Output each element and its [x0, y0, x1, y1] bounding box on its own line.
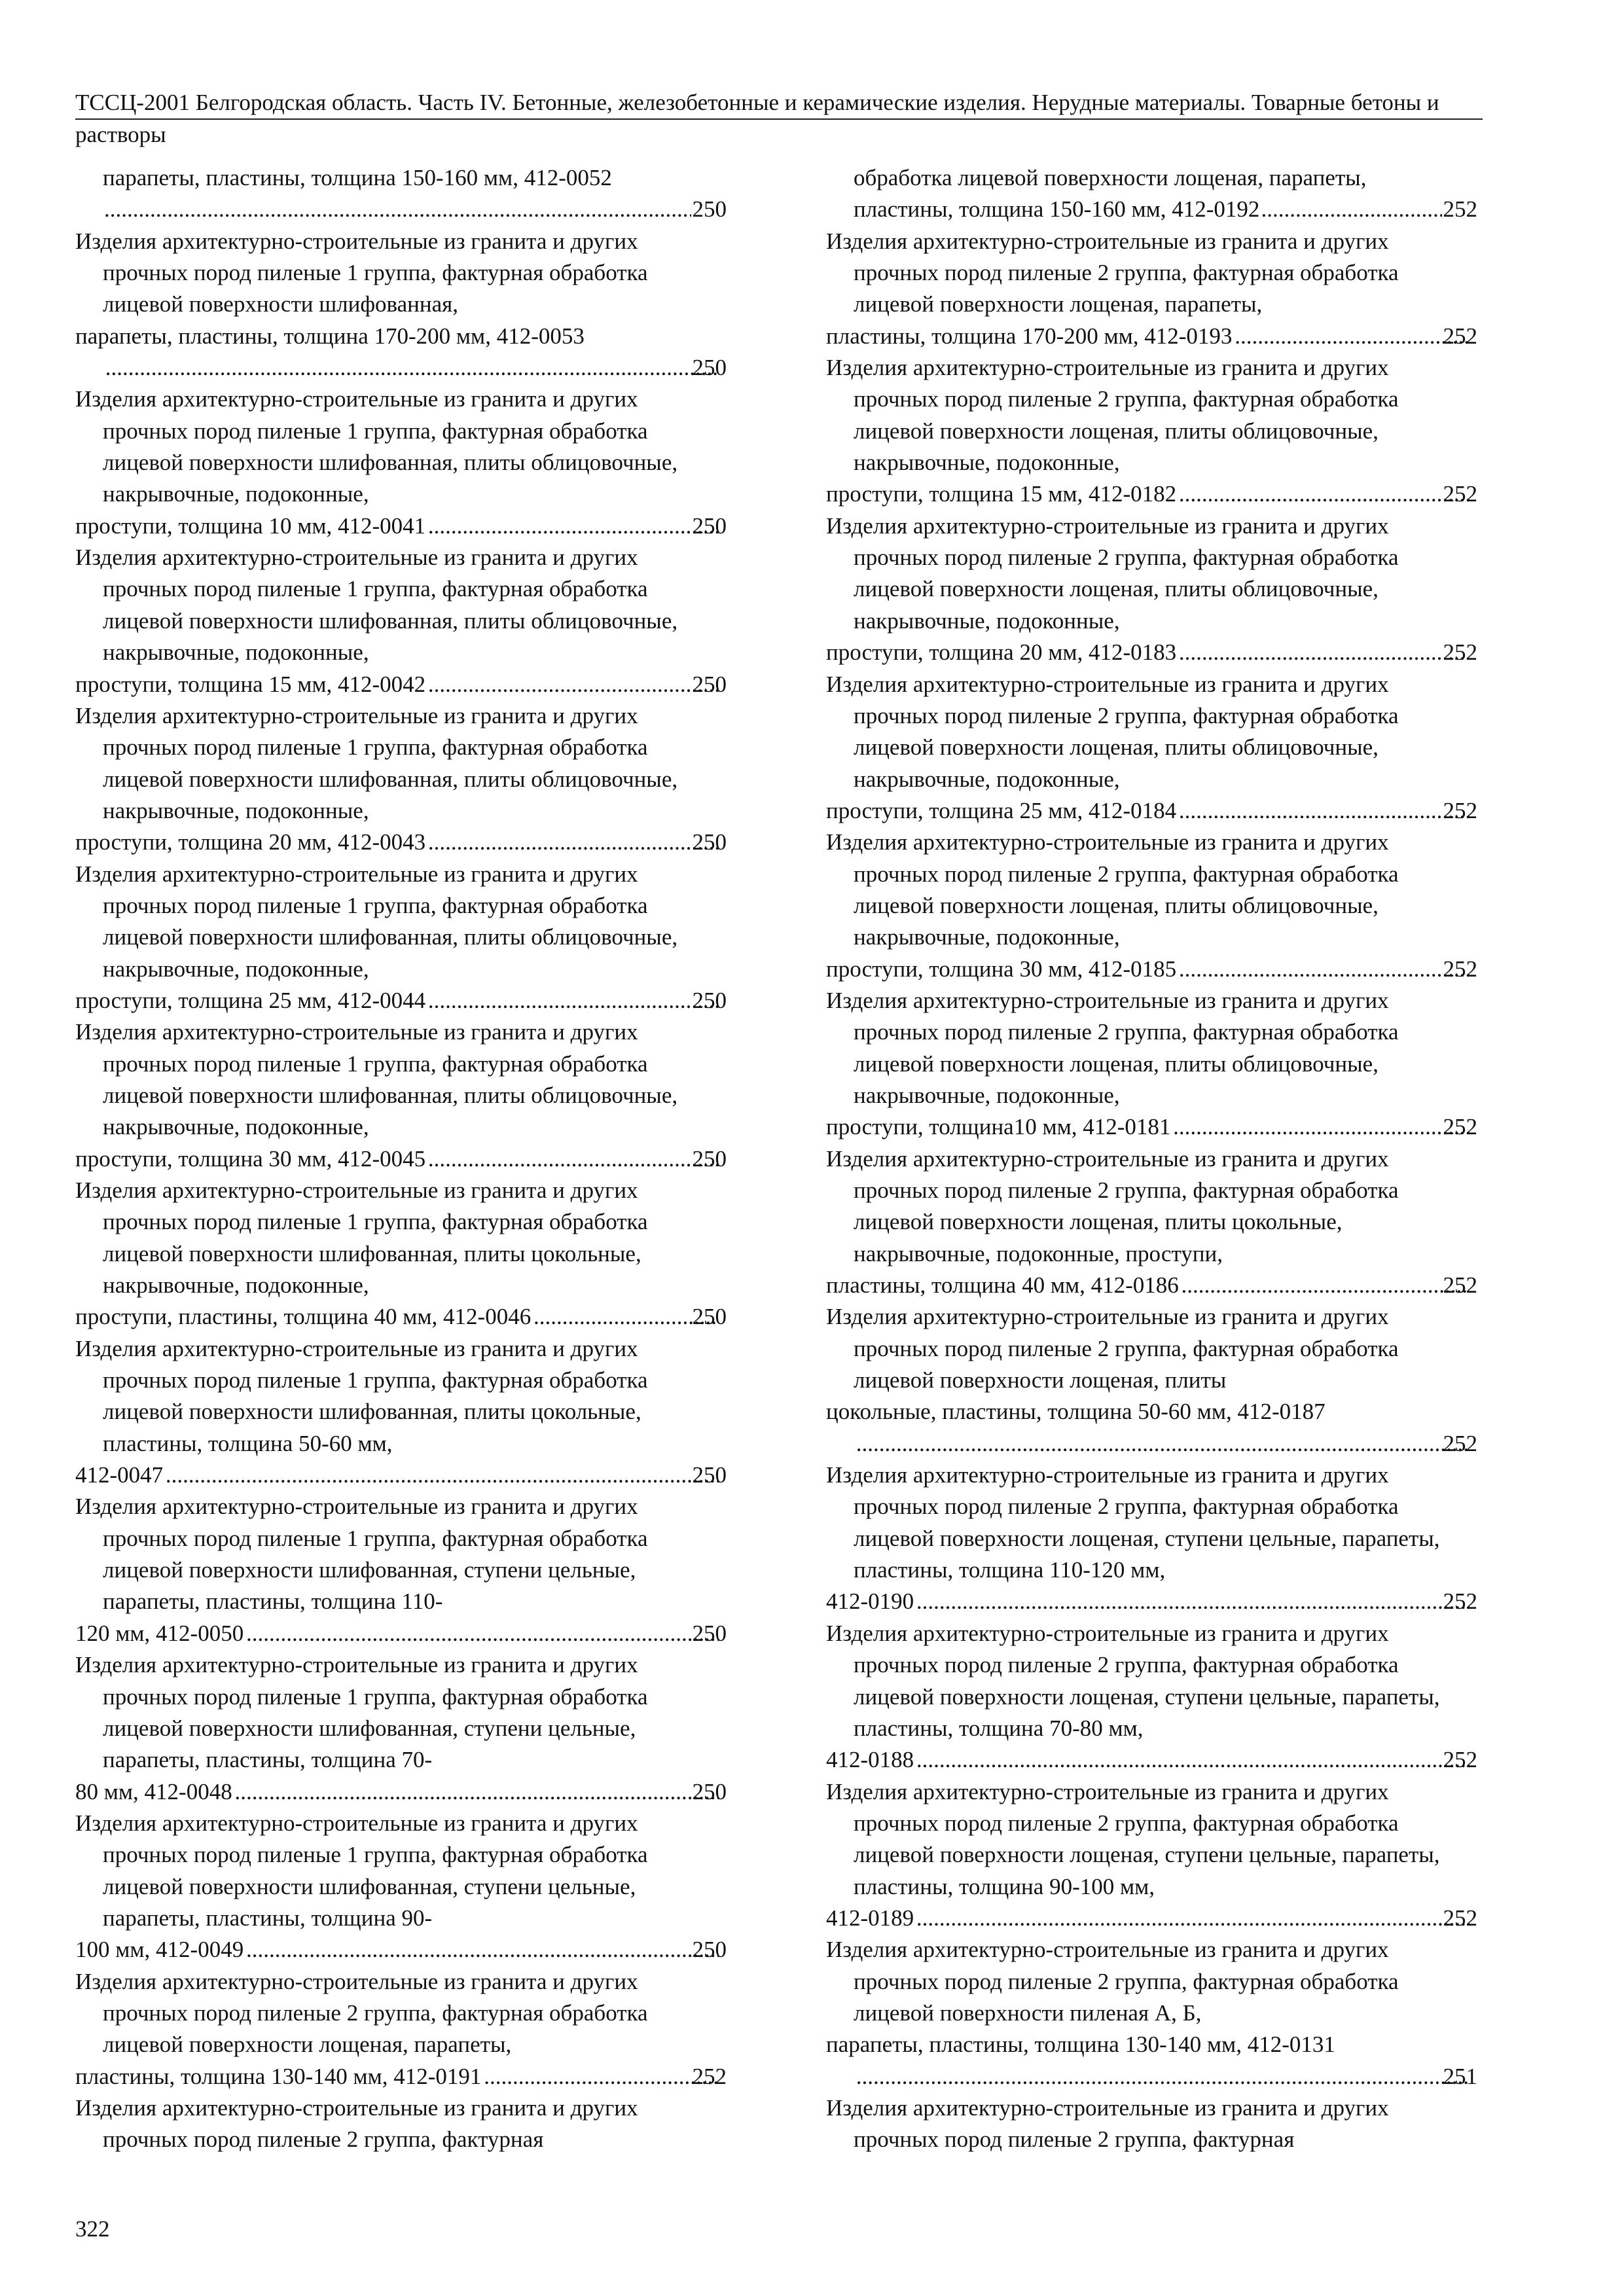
entry-page-ref: 252 — [1443, 1905, 1477, 1931]
index-entry — [75, 859, 727, 1017]
index-entry — [75, 384, 727, 542]
dot-leader — [1261, 194, 1441, 225]
dot-leader — [915, 1903, 1469, 1934]
entry-text: Изделия архитектурно-строительные из гранита и других прочных пород пиленые 2 группа, фактурная обработка лицевой поверхности лощеная, плиты облицовочные, накрывочные, подоконные, — [826, 355, 1399, 476]
index-entry — [826, 511, 1477, 669]
index-entry — [75, 700, 727, 859]
dot-leader — [427, 985, 718, 1016]
dot-leader — [1172, 1111, 1469, 1143]
entry-text: Изделия архитектурно-строительные из гранита и других прочных пород пиленые 2 группа, фактурная обработка лицевой поверхности пиленая А, Б, — [826, 1937, 1399, 2026]
dot-leader — [855, 2061, 1470, 2092]
index-entry — [826, 985, 1477, 1143]
entry-text: Изделия архитектурно-строительные из гранита и других прочных пород пиленые 2 группа, фактурная обработка лицевой поверхности лощеная, ступени цельные, парапеты, пластины, толщина 90-100 мм, — [826, 1778, 1440, 1899]
dot-leader — [164, 1460, 718, 1491]
dot-leader — [234, 1776, 719, 1808]
entry-leader-line — [826, 321, 1477, 352]
entry-leader-line — [75, 985, 727, 1016]
entry-page-ref: 252 — [1443, 1430, 1477, 1456]
dot-leader — [245, 1618, 718, 1649]
entry-text: обработка лицевой поверхности лощеная, парапеты, — [854, 165, 1367, 190]
entry-text: Изделия архитектурно-строительные из гранита и других прочных пород пиленые 1 группа, фактурная обработка лицевой поверхности шлифованная, ступени цельные, парапеты, пластины, толщина 90- — [75, 1810, 648, 1931]
index-entry — [75, 1491, 727, 1649]
entry-text-tail: проступи, толщина 25 мм, 412-0184 — [826, 797, 1177, 823]
dot-leader — [1233, 321, 1469, 352]
entry-text-tail: 80 мм, 412-0048 — [75, 1778, 232, 1804]
dot-leader — [427, 1143, 718, 1175]
entry-text: Изделия архитектурно-строительные из гранита и других прочных пород пиленые 2 группа, фактурная обработка лицевой поверхности лощеная, парапеты, — [826, 228, 1399, 317]
entry-text: Изделия архитектурно-строительные из гранита и других прочных пород пиленые 2 группа, фактурная обработка лицевой поверхности лощеная, плиты облицовочные, накрывочные, подоконные, — [826, 512, 1399, 634]
entry-text-tail: проступи, толщина 30 мм, 412-0045 — [75, 1145, 426, 1172]
entry-page-ref: 250 — [692, 1304, 727, 1330]
dot-leader — [1178, 795, 1469, 827]
index-entry — [75, 542, 727, 700]
index-entry — [75, 1016, 727, 1175]
entry-text-tail: пластины, толщина 150-160 мм, 412-0192 — [854, 196, 1260, 223]
index-entry — [826, 669, 1477, 827]
entry-text-tail: проступи, толщина 15 мм, 412-0182 — [826, 481, 1177, 507]
entry-page-ref: 250 — [692, 196, 727, 223]
entry-text: Изделия архитектурно-строительные из гранита и других прочных пород пиленые 1 группа, фактурная обработка лицевой поверхности шлифованная, ступени цельные, парапеты, пластины, толщина 70- — [75, 1652, 648, 1773]
index-entry — [75, 162, 727, 226]
index-entry — [75, 226, 727, 384]
dot-leader — [1178, 954, 1469, 985]
entry-text: Изделия архитектурно-строительные из гранита и других прочных пород пиленые 1 группа, фактурная обработка лицевой поверхности шлифованная, ступени цельные, парапеты, пластины, толщина 110- — [75, 1494, 648, 1615]
entry-text: Изделия архитектурно-строительные из гранита и других прочных пород пиленые 2 группа, фактурная обработка лицевой поверхности лощеная, парапеты, — [75, 1968, 648, 2058]
entry-text: Изделия архитектурно-строительные из гранита и других прочных пород пиленые 2 группа, фактурная обработка лицевой поверхности лощеная, ступени цельные, парапеты, пластины, толщина 70-80 мм, — [826, 1620, 1440, 1741]
entry-page-ref: 252 — [1443, 956, 1477, 982]
index-entry — [826, 827, 1477, 985]
entry-leader-line — [854, 1428, 1477, 1460]
entry-leader-line — [75, 1301, 727, 1333]
entry-leader-line — [826, 1903, 1477, 1934]
dot-leader — [427, 669, 718, 700]
entry-text: Изделия архитектурно-строительные из гранита и других прочных пород пиленые 1 группа, фактурная обработка лицевой поверхности шлифованная, плиты облицовочные, накрывочные, подоконные, — [75, 545, 678, 666]
entry-page-ref: 250 — [692, 355, 727, 381]
entry-page-ref: 250 — [692, 987, 727, 1013]
dot-leader — [915, 1744, 1469, 1776]
entry-leader-line — [75, 1934, 727, 1965]
entry-leader-line — [75, 1776, 727, 1808]
index-entry — [826, 1301, 1477, 1460]
index-entry — [826, 1143, 1477, 1302]
entry-text: Изделия архитектурно-строительные из гранита и других прочных пород пиленые 2 группа, фактурная обработка лицевой поверхности лощеная, плиты — [826, 1304, 1399, 1393]
entry-text: Изделия архитектурно-строительные из гранита и других прочных пород пиленые 1 группа, фактурная обработка лицевой поверхности шлифованная, плиты облицовочные, накрывочные, подоконные, — [75, 861, 678, 982]
entry-page-ref: 252 — [1443, 1747, 1477, 1773]
dot-leader — [245, 1934, 718, 1965]
entry-text-tail: проступи, толщина 20 мм, 412-0183 — [826, 639, 1177, 666]
entry-text-tail: пластины, толщина 130-140 мм, 412-0191 — [75, 2063, 482, 2089]
entry-text-tail: проступи, толщина 20 мм, 412-0043 — [75, 829, 426, 855]
entry-text: Изделия архитектурно-строительные из гранита и других прочных пород пиленые 1 группа, фактурная обработка лицевой поверхности шлифованная, плиты цокольные, накрывочные, подоконные, — [75, 1177, 648, 1299]
entry-text: Изделия архитектурно-строительные из гранита и других прочных пород пиленые 1 группа, фактурная обработка лицевой поверхности шлифованная, плиты облицовочные, накрывочные, подоконные, — [75, 1019, 678, 1140]
dot-leader — [104, 194, 691, 225]
index-column-left — [75, 162, 727, 2156]
dot-leader — [915, 1586, 1469, 1617]
dot-leader — [1178, 478, 1469, 510]
index-entry — [826, 1776, 1477, 1935]
entry-text-tail: проступи, толщина 15 мм, 412-0042 — [75, 671, 426, 697]
dot-leader — [532, 1301, 718, 1333]
entry-page-ref: 252 — [1443, 1588, 1477, 1615]
entry-text-tail: пластины, толщина 170-200 мм, 412-0193 — [826, 323, 1233, 349]
entry-text: Изделия архитектурно-строительные из гранита и других прочных пород пиленые 1 группа, фактурная обработка лицевой поверхности шлифованная, плиты облицовочные, накрывочные, подоконные, — [75, 386, 678, 507]
entry-text-tail: 100 мм, 412-0049 — [75, 1937, 244, 1963]
entry-leader-line — [826, 795, 1477, 827]
entry-page-ref: 250 — [692, 512, 727, 539]
entry-page-ref: 252 — [1443, 481, 1477, 507]
entry-text: Изделия архитектурно-строительные из гранита и других прочных пород пиленые 2 группа, фактурная обработка лицевой поверхности лощеная, плиты облицовочные, накрывочные, подоконные, — [826, 829, 1399, 950]
entry-leader-line — [103, 194, 727, 225]
entry-page-ref: 252 — [1443, 797, 1477, 823]
entry-page-ref: 251 — [1443, 2063, 1477, 2089]
entry-leader-line — [826, 478, 1477, 510]
index-entry — [75, 1808, 727, 1966]
entry-leader-line — [826, 1270, 1477, 1301]
index-entry — [826, 352, 1477, 511]
dot-leader — [427, 511, 718, 542]
entry-text-tail: 412-0188 — [826, 1747, 914, 1773]
entry-leader-line — [75, 1618, 727, 1649]
running-header: ТССЦ-2001 Белгородская область. Часть IV. Бетонные, железобетонные и керамические изделия. Нерудные материалы. Товарные бетоны и растворы — [75, 90, 1439, 147]
entry-text-tail: проступи, пластины, толщина 40 мм, 412-0046 — [75, 1304, 532, 1330]
entry-text: Изделия архитектурно-строительные из гранита и других прочных пород пиленые 1 группа, фактурная обработка лицевой поверхности шлифованная, плиты облицовочные, накрывочные, подоконные, — [75, 702, 678, 823]
dot-leader — [104, 352, 719, 384]
entry-text-tail: 412-0190 — [826, 1588, 914, 1615]
entry-page-ref: 250 — [692, 1937, 727, 1963]
index-entry — [826, 162, 1477, 226]
entry-text: Изделия архитектурно-строительные из гранита и других прочных пород пиленые 2 группа, фактурная обработка лицевой поверхности лощеная, ступени цельные, парапеты, пластины, толщина 110-120 мм, — [826, 1462, 1440, 1583]
entry-text-tail: цокольные, пластины, толщина 50-60 мм, 412-0187 — [826, 1399, 1326, 1425]
entry-page-ref: 252 — [1443, 323, 1477, 349]
entry-text-tail: парапеты, пластины, толщина 170-200 мм, 412-0053 — [75, 323, 585, 349]
dot-leader — [427, 827, 718, 858]
entry-leader-line — [75, 1143, 727, 1175]
header-rule — [75, 118, 1483, 120]
entry-text: Изделия архитектурно-строительные из гранита и других прочных пород пиленые 2 группа, фактурная — [75, 2094, 638, 2153]
entry-text: Изделия архитектурно-строительные из гранита и других прочных пород пиленые 1 группа, фактурная обработка лицевой поверхности шлифованная, плиты цокольные, пластины, толщина 50-60 мм, — [75, 1335, 648, 1456]
entry-leader-line — [826, 637, 1477, 668]
entry-leader-line — [75, 2061, 727, 2092]
entry-text: Изделия архитектурно-строительные из гранита и других прочных пород пиленые 2 группа, фактурная — [826, 2094, 1389, 2153]
dot-leader — [482, 2061, 718, 2092]
entry-text-tail: проступи, толщина10 мм, 412-0181 — [826, 1114, 1171, 1140]
entry-leader-line — [75, 669, 727, 700]
entry-page-ref: 250 — [692, 1462, 727, 1488]
entry-page-ref: 250 — [692, 671, 727, 697]
entry-text-tail: парапеты, пластины, толщина 150-160 мм, 412-0052 — [103, 165, 612, 190]
index-column-right — [826, 162, 1477, 2156]
entry-page-ref: 252 — [1443, 639, 1477, 666]
index-entry — [826, 2092, 1477, 2156]
entry-leader-line — [826, 954, 1477, 985]
index-entry — [75, 1333, 727, 1492]
index-entry — [75, 1966, 727, 2092]
index-entry — [826, 1460, 1477, 1618]
dot-leader — [1180, 1270, 1470, 1301]
entry-text: Изделия архитектурно-строительные из гранита и других прочных пород пиленые 2 группа, фактурная обработка лицевой поверхности лощеная, плиты облицовочные, накрывочные, подоконные, — [826, 987, 1399, 1108]
entry-text-tail: проступи, толщина 25 мм, 412-0044 — [75, 987, 426, 1013]
entry-text-tail: проступи, толщина 10 мм, 412-0041 — [75, 512, 426, 539]
entry-page-ref: 250 — [692, 1620, 727, 1646]
index-entry — [75, 1175, 727, 1333]
entry-leader-line — [75, 1460, 727, 1491]
entry-page-ref: 252 — [1443, 196, 1477, 223]
entry-text-tail: пластины, толщина 40 мм, 412-0186 — [826, 1272, 1179, 1299]
index-entry — [826, 226, 1477, 352]
entry-leader-line — [103, 352, 727, 384]
index-entry — [826, 1618, 1477, 1776]
entry-leader-line — [826, 1111, 1477, 1143]
entry-leader-line — [826, 1586, 1477, 1617]
entry-leader-line — [826, 1744, 1477, 1776]
entry-leader-line — [75, 827, 727, 858]
dot-leader — [1178, 637, 1469, 668]
dot-leader — [855, 1428, 1470, 1460]
entry-leader-line — [854, 194, 1477, 225]
index-entry — [826, 1934, 1477, 2092]
index-entry — [75, 2092, 727, 2156]
entry-text-tail: парапеты, пластины, толщина 130-140 мм, 412-0131 — [826, 2032, 1335, 2058]
entry-text: Изделия архитектурно-строительные из гранита и других прочных пород пиленые 2 группа, фактурная обработка лицевой поверхности лощеная, плиты цокольные, накрывочные, подоконные, проступи, — [826, 1145, 1399, 1266]
page-number: 322 — [75, 2216, 110, 2242]
entry-page-ref: 252 — [1443, 1272, 1477, 1299]
entry-text-tail: проступи, толщина 30 мм, 412-0185 — [826, 956, 1177, 982]
entry-page-ref: 250 — [692, 1778, 727, 1804]
entry-text-tail: 412-0047 — [75, 1462, 164, 1488]
entry-page-ref: 250 — [692, 829, 727, 855]
index-entry — [75, 1649, 727, 1808]
entry-leader-line — [75, 511, 727, 542]
entry-text-tail: 120 мм, 412-0050 — [75, 1620, 244, 1646]
entry-text-tail: 412-0189 — [826, 1905, 914, 1931]
entry-text: Изделия архитектурно-строительные из гранита и других прочных пород пиленые 1 группа, фактурная обработка лицевой поверхности шлифованная, — [75, 228, 648, 317]
entry-page-ref: 252 — [1443, 1114, 1477, 1140]
entry-page-ref: 250 — [692, 1145, 727, 1172]
entry-page-ref: 252 — [692, 2063, 727, 2089]
entry-text: Изделия архитектурно-строительные из гранита и других прочных пород пиленые 2 группа, фактурная обработка лицевой поверхности лощеная, плиты облицовочные, накрывочные, подоконные, — [826, 671, 1399, 792]
entry-leader-line — [854, 2061, 1477, 2092]
